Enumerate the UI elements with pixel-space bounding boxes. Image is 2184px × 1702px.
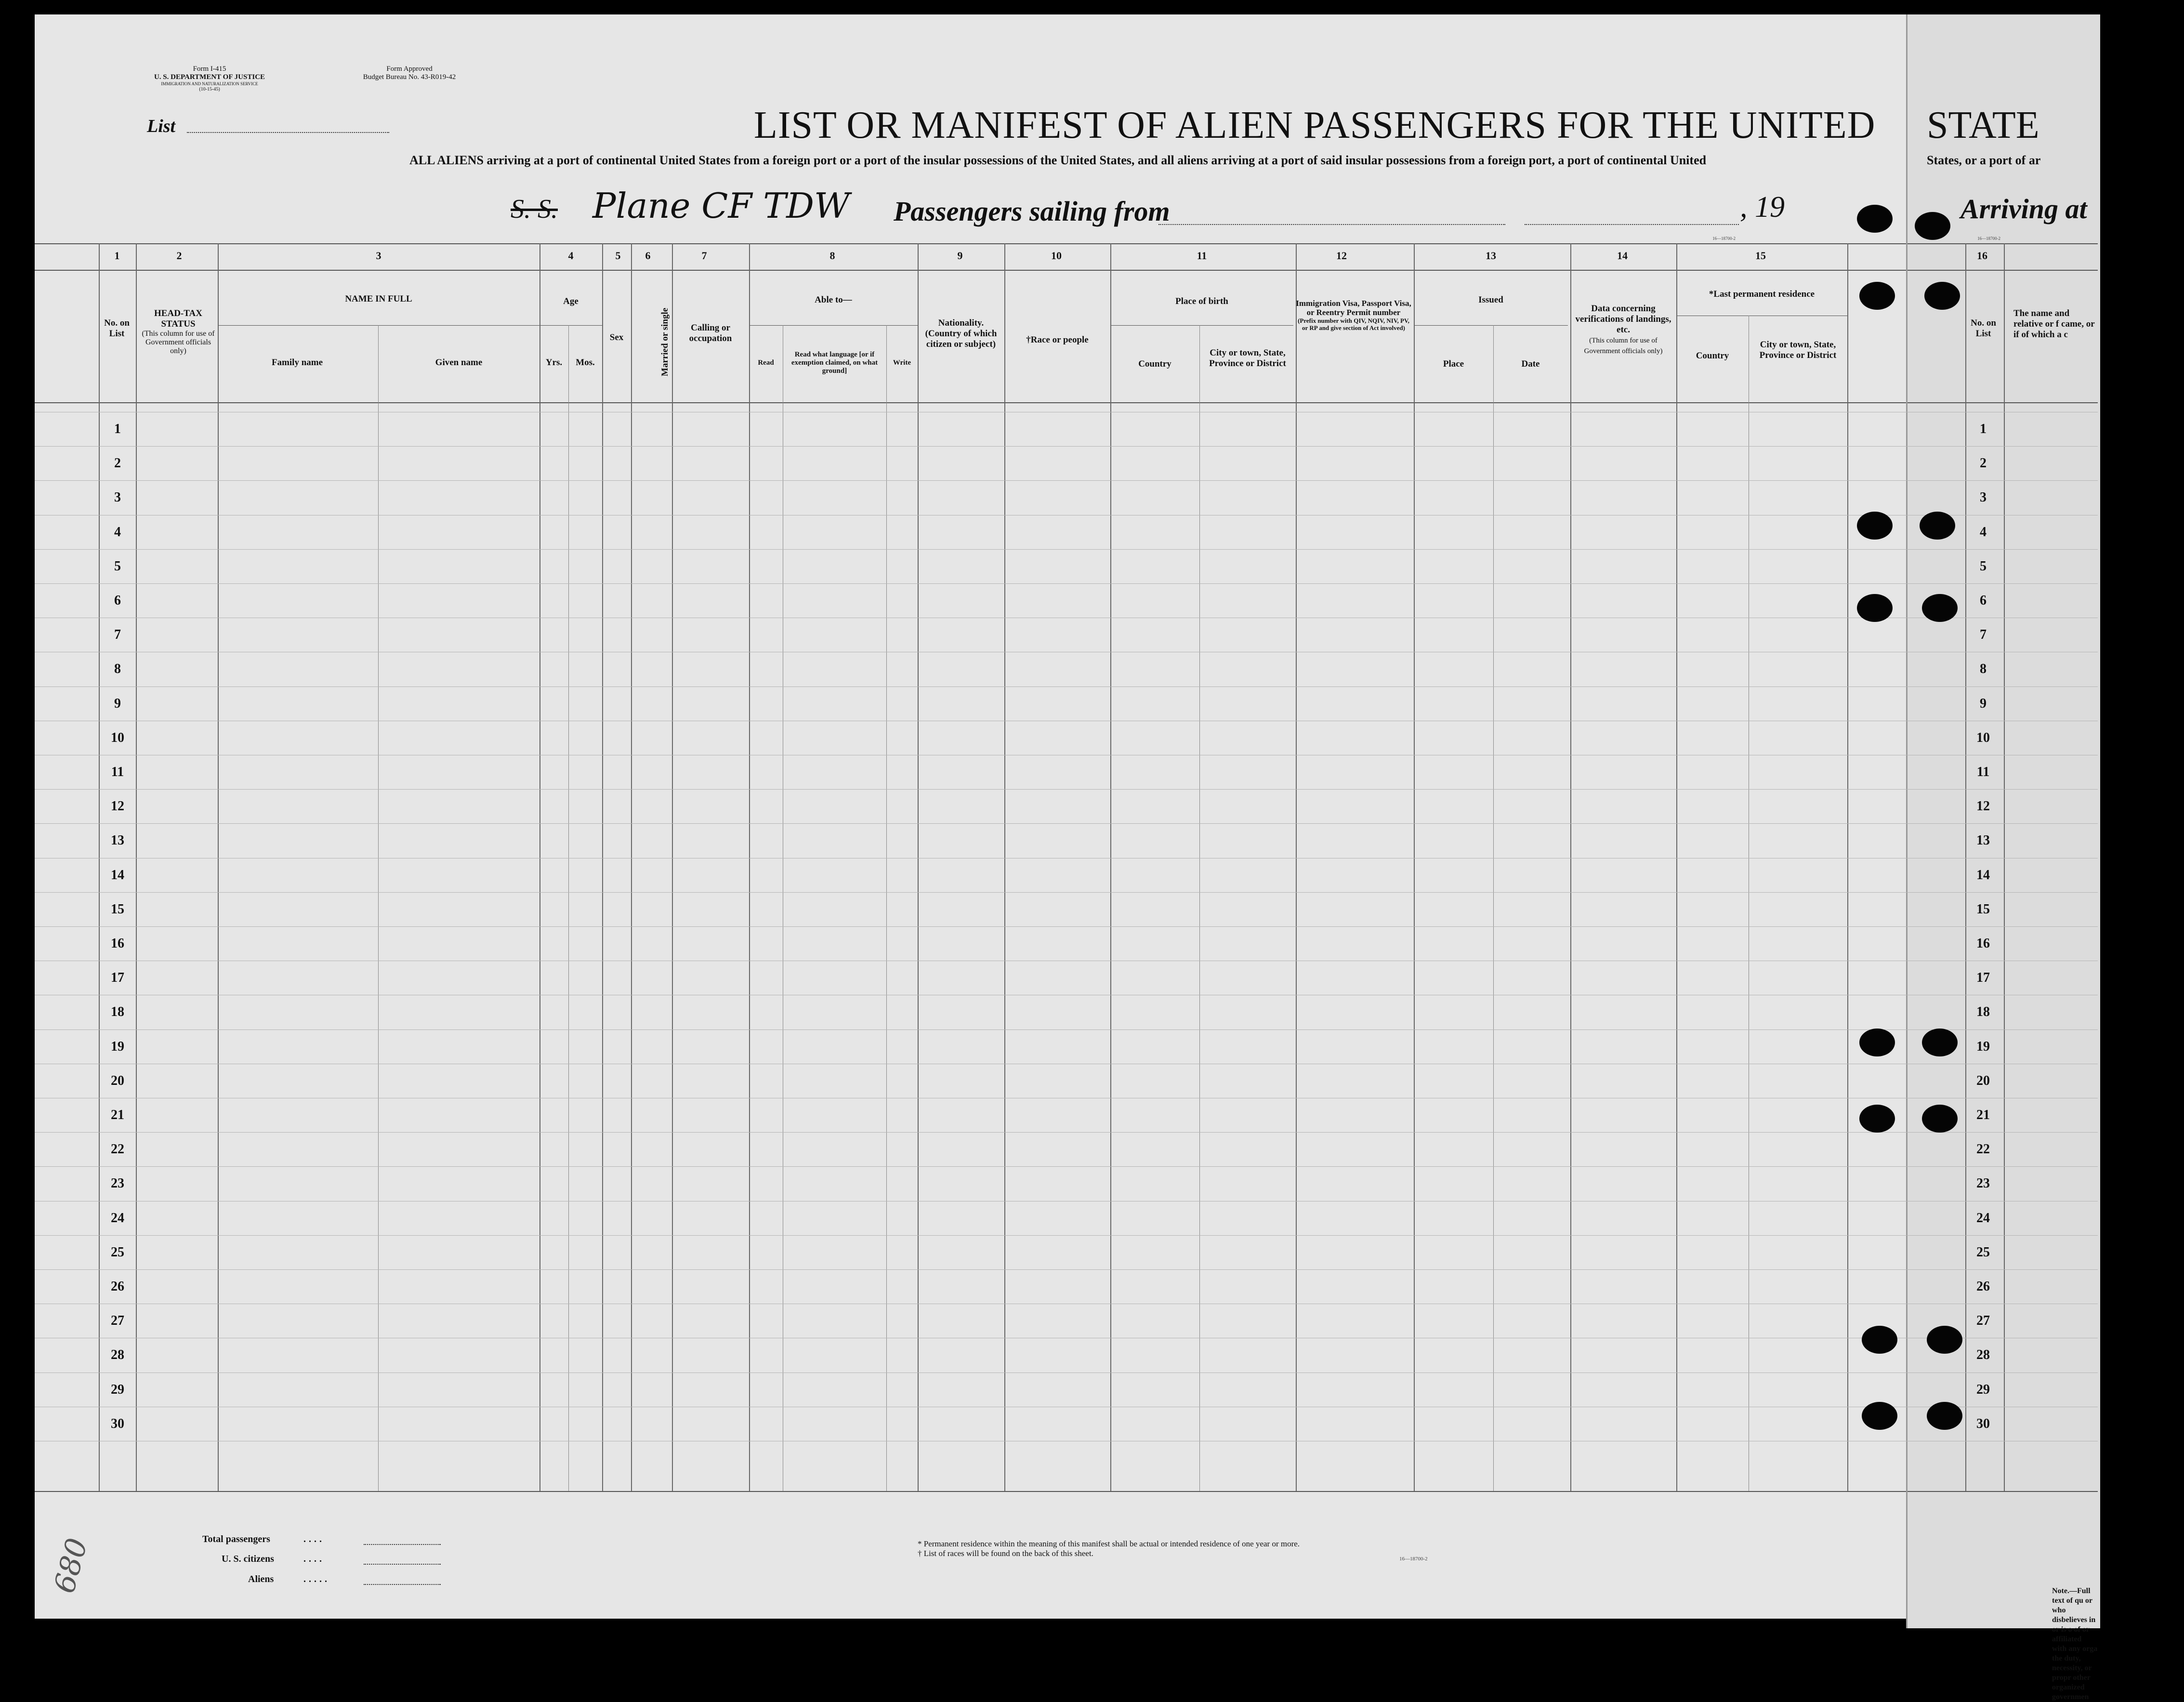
row-number-right: 9 [1980, 696, 1987, 711]
row-line [35, 892, 2098, 893]
punch-hole [1857, 512, 1893, 540]
total-passengers-field[interactable] [364, 1544, 441, 1545]
colnum-14: 14 [1617, 250, 1628, 262]
footnote-races: † List of races will be found on the back of this sheet. [918, 1549, 1093, 1558]
row-line [35, 1166, 2098, 1167]
header-age: Age [563, 296, 579, 306]
footnote-right: Note.—Full text of qu or who disbelieves in or is o of or affiliated with any orga the duty, necessity, or propr other organized governmen [2052, 1587, 2098, 1701]
punch-hole [1862, 1326, 1897, 1354]
table-bottom-border [35, 1491, 1906, 1492]
row-line [35, 1132, 2098, 1133]
age-subheader-line [539, 325, 602, 326]
row-number: 15 [111, 901, 124, 917]
sailing-date-field[interactable] [1525, 224, 1739, 225]
colnum-5: 5 [615, 250, 621, 262]
row-number: 17 [111, 970, 124, 986]
year-prefix: , 19 [1740, 191, 1785, 224]
footer-aliens-label: Aliens [248, 1574, 274, 1584]
column-divider [886, 325, 887, 1491]
row-number: 27 [111, 1313, 124, 1329]
right-colnum-border [1908, 270, 2098, 271]
right-table-top [1908, 243, 2098, 244]
punch-hole [1857, 594, 1893, 622]
row-number: 24 [111, 1210, 124, 1226]
ship-prefix: S. S. [511, 194, 558, 224]
punch-hole [1922, 594, 1958, 622]
row-number: 1 [114, 422, 121, 436]
able-subheader-line [749, 325, 918, 326]
row-line [35, 823, 2098, 824]
colnum-16: 16 [1977, 250, 1987, 262]
right-header-bottom [1908, 402, 2098, 403]
row-number-right: 23 [1976, 1176, 1990, 1191]
footer-dots: .... [303, 1554, 325, 1564]
row-number: 12 [111, 799, 124, 814]
header-issued-date: Date [1521, 359, 1540, 369]
row-number: 30 [111, 1416, 124, 1431]
manifest-subtitle: ALL ALIENS arriving at a port of continental United States from a foreign port or a port of the insular possessions of the United States, and all aliens arriving at a port of said insular possessions from a foreign port, a port of continental United [409, 153, 1707, 167]
header-calling: Calling or occupation [689, 323, 732, 343]
header-birth-city: City or town, State, Province or District [1209, 348, 1286, 369]
manifest-sheet-right-page [1906, 14, 2100, 1628]
ship-name-handwritten: Plane CF TDW [592, 185, 850, 226]
punch-hole [1859, 1029, 1895, 1056]
table-top-border [35, 243, 1906, 244]
row-number-right: 22 [1976, 1142, 1990, 1157]
punch-hole [1915, 212, 1950, 240]
row-number-right: 11 [1976, 765, 1990, 779]
footer-dots: .... [303, 1534, 325, 1544]
visa-label: Immigration Visa, Passport Visa, or Reentry Permit number [1296, 299, 1411, 317]
footnotes [918, 1539, 1300, 1558]
row-number-right: 3 [1980, 490, 1987, 505]
row-number-right: 15 [1976, 901, 1990, 917]
colnum-row-border [35, 270, 1906, 271]
row-number: 16 [111, 936, 124, 951]
punch-hole [1927, 1402, 1962, 1430]
header-bottom-border [35, 402, 1906, 403]
colnum-13: 13 [1486, 250, 1496, 262]
header-name-in-full: NAME IN FULL [345, 294, 412, 304]
us-citizens-field[interactable] [364, 1564, 441, 1565]
handwritten-number: 680 [47, 1534, 94, 1597]
row-number: 5 [114, 558, 121, 574]
row-number-right: 12 [1976, 799, 1990, 814]
row-number-right: 20 [1976, 1073, 1990, 1088]
colnum-6: 6 [645, 250, 651, 262]
row-number-right: 28 [1976, 1347, 1990, 1363]
row-line [35, 1235, 2098, 1236]
column-divider [1493, 325, 1494, 1491]
colnum-4: 4 [568, 250, 574, 262]
row-number: 6 [114, 593, 121, 608]
punch-hole [1862, 1402, 1897, 1430]
row-number-right: 29 [1976, 1382, 1990, 1397]
visa-note: (Prefix number with QIV, NQIV, NIV, PV, or RP and give section of Act involved) [1298, 317, 1409, 331]
issued-subheader-line [1414, 325, 1568, 326]
row-number-right: 1 [1980, 422, 1987, 436]
header-issued-place: Place [1443, 359, 1464, 369]
aliens-field[interactable] [364, 1584, 441, 1585]
birth-subheader-line [1110, 325, 1293, 326]
colnum-7: 7 [701, 250, 707, 262]
sailing-from-label: Passengers sailing from [894, 196, 1170, 227]
row-line [35, 1372, 2098, 1373]
row-number-right: 24 [1976, 1210, 1990, 1226]
column-divider [1199, 325, 1200, 1491]
colnum-2: 2 [176, 250, 182, 262]
header-able-to: Able to— [815, 295, 852, 305]
row-number: 18 [111, 1004, 124, 1020]
row-line [35, 480, 2098, 481]
punch-hole [1920, 512, 1955, 540]
data-concerning-label: Data concerning verifications of landings, etc. [1575, 303, 1671, 335]
list-label: List [147, 116, 176, 136]
row-number: 29 [111, 1382, 124, 1397]
header-nationality: Nationality. (Country of which citizen or subject) [925, 318, 997, 349]
row-number-right: 2 [1980, 456, 1987, 471]
header-issued: Issued [1478, 295, 1503, 305]
header-read-language: Read what language [or if exemption claimed, on what ground] [791, 351, 878, 375]
name-subheader-line [218, 325, 539, 326]
colnum-8: 8 [829, 250, 835, 262]
row-number: 25 [111, 1244, 124, 1260]
row-number: 11 [111, 765, 124, 779]
header-res-country: Country [1696, 351, 1729, 361]
row-number: 21 [111, 1108, 124, 1122]
head-tax-label: HEAD-TAX STATUS [154, 308, 202, 329]
row-number-right: 10 [1976, 730, 1990, 745]
header-given-name: Given name [435, 357, 483, 368]
header-yrs: Yrs. [545, 357, 563, 368]
header-res-city: City or town, State, Province or District [1759, 340, 1837, 360]
row-number-right: 17 [1976, 970, 1990, 986]
row-number-right: 5 [1980, 558, 1987, 574]
row-number-right: 8 [1980, 661, 1987, 677]
punch-hole [1859, 282, 1895, 310]
colnum-9: 9 [957, 250, 963, 262]
header-last-residence: *Last permanent residence [1709, 289, 1815, 299]
right-table-bottom [1908, 1491, 2098, 1492]
header-race: †Race or people [1026, 335, 1089, 345]
row-number-right: 4 [1980, 524, 1987, 540]
footer-citizens-label: U. S. citizens [222, 1554, 274, 1564]
form-date: (10-15-45) [199, 87, 220, 92]
header-mos: Mos. [576, 357, 595, 368]
header-family-name: Family name [271, 357, 323, 368]
row-number: 9 [114, 696, 121, 711]
row-number: 23 [111, 1176, 124, 1191]
approved-text: Form Approved [386, 65, 433, 73]
footer-dots: ..... [303, 1574, 330, 1584]
punch-hole [1922, 1105, 1958, 1133]
print-code-right: 16—18700-2 [1977, 236, 2000, 241]
service: IMMIGRATION AND NATURALIZATION SERVICE [161, 81, 258, 86]
column-divider [568, 325, 569, 1491]
header-col16-text: The name and relative or f came, or if of which a c [2013, 308, 2095, 340]
header-no-on-list-right: No. on List [1971, 318, 1996, 339]
row-number-right: 6 [1980, 593, 1987, 608]
row-line [35, 446, 2098, 447]
print-code: 16—18700-2 [1712, 236, 1736, 241]
list-field-line[interactable] [187, 132, 389, 133]
punch-hole [1924, 282, 1960, 310]
colnum-1: 1 [114, 250, 120, 262]
department: U. S. DEPARTMENT OF JUSTICE [154, 73, 265, 81]
form-number: Form I-415 [193, 65, 226, 73]
header-birth-country: Country [1138, 359, 1171, 369]
row-number-right: 18 [1976, 1004, 1990, 1020]
row-number: 7 [114, 627, 121, 643]
row-number: 8 [114, 661, 121, 677]
row-number: 19 [111, 1039, 124, 1054]
header-place-of-birth: Place of birth [1175, 296, 1228, 306]
row-number: 28 [111, 1347, 124, 1363]
row-number: 26 [111, 1279, 124, 1294]
header-visa [1296, 299, 1411, 331]
row-number: 2 [114, 456, 121, 471]
row-number: 13 [111, 833, 124, 848]
form-approval [337, 65, 482, 81]
colnum-10: 10 [1051, 250, 1062, 262]
arriving-at-label: Arriving at [1960, 193, 2087, 224]
punch-hole [1922, 1029, 1958, 1056]
manifest-title: LIST OR MANIFEST OF ALIEN PASSENGERS FOR THE UNITED [754, 104, 1876, 146]
manifest-title-continued: STATE [1927, 104, 2039, 146]
row-number: 3 [114, 490, 121, 505]
row-line [35, 926, 2098, 927]
colnum-3: 3 [376, 250, 382, 262]
row-number-right: 19 [1976, 1039, 1990, 1054]
row-number-right: 16 [1976, 936, 1990, 951]
header-write: Write [893, 359, 911, 367]
form-info [130, 65, 289, 92]
footnote-residence: * Permanent residence within the meaning of this manifest shall be actual or intended residence of one year or more. [918, 1539, 1300, 1548]
punch-hole [1859, 1105, 1895, 1133]
row-line [35, 1029, 2098, 1030]
row-number: 14 [111, 867, 124, 883]
manifest-subtitle-continued: States, or a port of ar [1927, 153, 2041, 167]
row-line [35, 789, 2098, 790]
header-data-concerning [1570, 303, 1676, 356]
footer-total-label: Total passengers [202, 1534, 270, 1544]
header-head-tax [140, 308, 217, 356]
punch-hole [1927, 1326, 1962, 1354]
column-divider [378, 325, 379, 1491]
print-code-footer: 16—18700-2 [1399, 1556, 1428, 1562]
budget-number: Budget Bureau No. 43-R019-42 [363, 73, 456, 81]
header-read: Read [758, 359, 774, 367]
row-number-right: 7 [1980, 627, 1987, 643]
header-married: Married or single [660, 307, 670, 377]
row-number-right: 26 [1976, 1279, 1990, 1294]
row-line [35, 1269, 2098, 1270]
punch-hole [1857, 205, 1893, 233]
row-number: 22 [111, 1142, 124, 1157]
head-tax-note: (This column for use of Government officials only) [142, 330, 215, 355]
row-number-right: 21 [1976, 1108, 1990, 1122]
row-number-right: 30 [1976, 1416, 1990, 1431]
header-sex: Sex [609, 332, 624, 343]
row-number: 10 [111, 730, 124, 745]
colnum-15: 15 [1755, 250, 1766, 262]
colnum-11: 11 [1197, 250, 1207, 262]
row-number: 4 [114, 524, 121, 540]
header-no-on-list: No. on List [104, 318, 130, 339]
sailing-from-field[interactable] [1158, 224, 1505, 225]
row-number-right: 25 [1976, 1244, 1990, 1260]
row-number-right: 27 [1976, 1313, 1990, 1329]
data-concerning-note: (This column for use of Government officials only) [1584, 337, 1663, 355]
row-number: 20 [111, 1073, 124, 1088]
row-line [35, 583, 2098, 584]
row-line [35, 549, 2098, 550]
row-number-right: 14 [1976, 867, 1990, 883]
row-line [35, 686, 2098, 687]
colnum-12: 12 [1336, 250, 1347, 262]
row-number-right: 13 [1976, 833, 1990, 848]
